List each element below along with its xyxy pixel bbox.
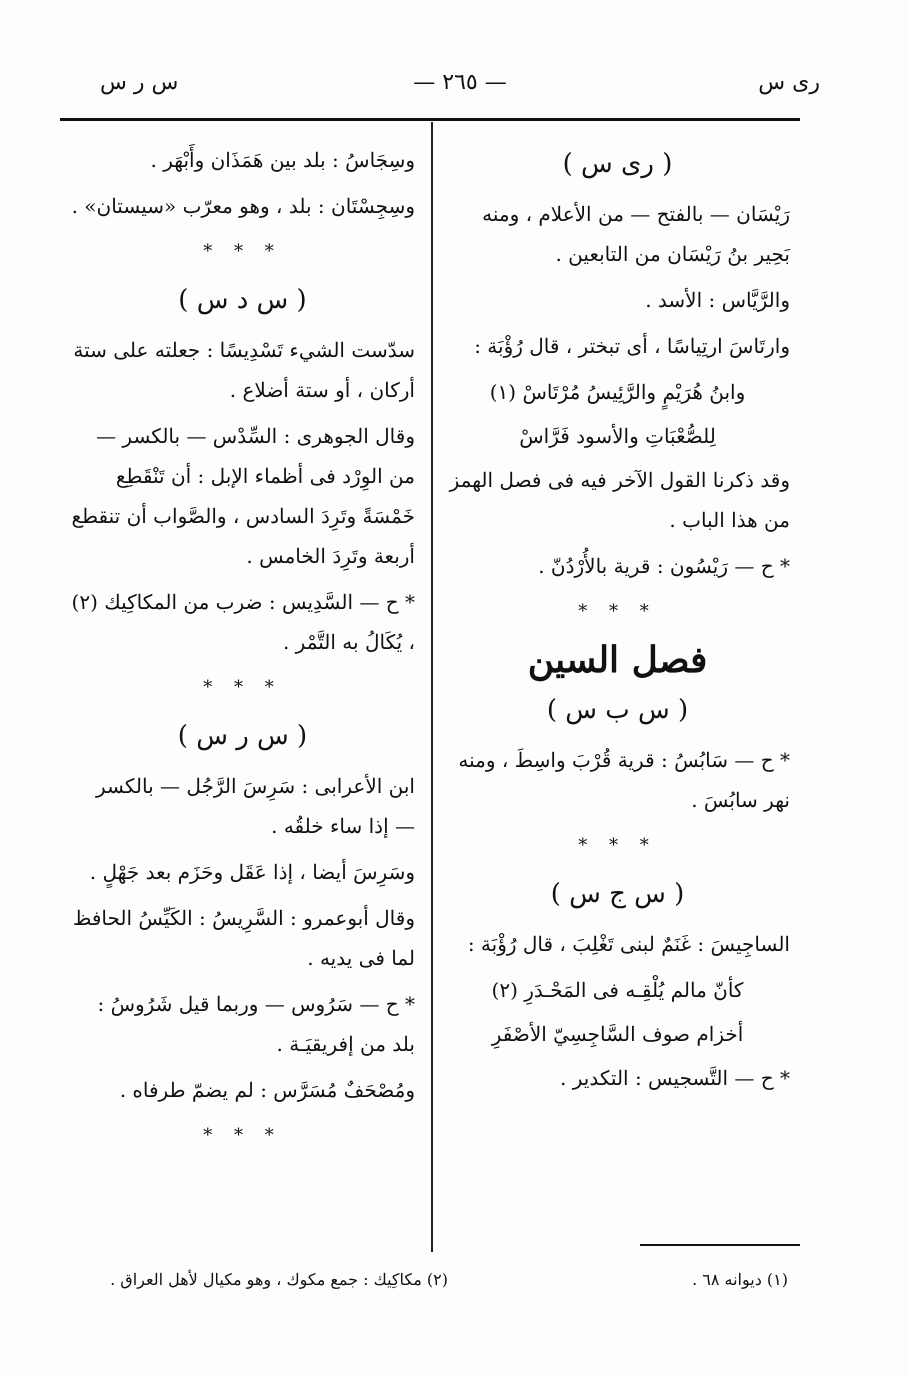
header-root-left: س ر س: [100, 70, 179, 95]
paragraph: وقال الجوهرى : السِّدْس — بالكسر — من الوِرْد فى أظماء الإبل : أن تَنْقَطِع خَمْسَةً وتَرِدَ السادس ، والصَّواب أن تنقطع أربعة وتَرِدَ الخامس .: [71, 424, 415, 568]
paragraph: وسَرِسَ أيضا ، إذا عَقَل وحَزَم بعد جَهْلٍ .: [89, 860, 415, 884]
paragraph: والرَّيَّاس : الأسد .: [645, 288, 790, 312]
verse-line: كأنّ مالم يُلْقِـه فى المَحْـدَرِ (٢): [491, 978, 744, 1002]
footnote-rule: [640, 1244, 800, 1246]
paragraph: * ح — سَرُوس — وربما قيل شَرُوسُ : بلد من إفريقيَـة .: [97, 992, 415, 1056]
section-title: فصل السين: [527, 639, 708, 681]
entry-heading: ( رى س ): [562, 149, 673, 179]
verse-line: وابنُ هُرَيْمٍ والرَّئِيسُ مُرْتَاسْ (١): [489, 380, 746, 404]
paragraph: * ح — سَابُسُ : قرية قُرْبَ واسِطَ ، ومنه نهر سابُسَ .: [458, 748, 790, 812]
left-column: [70, 140, 415, 1164]
paragraph: * ح — رَيْسُون : قرية بالأُرْدُنّ .: [538, 554, 790, 578]
entry-heading: ( س ج س ): [550, 879, 685, 909]
header-rule: [60, 118, 800, 121]
separator-stars: * * *: [203, 241, 282, 262]
paragraph: ابن الأعرابى : سَرِسَ الرَّجُل — بالكسر — إذا ساء خلقُه .: [95, 774, 415, 838]
verse-line: أخزام صوف السَّاجِسِيّ الأصْفَرِ: [491, 1022, 744, 1046]
paragraph: رَيْسَان — بالفتح — من الأعلام ، ومنه بَحِير بنُ رَيْسَان من التابعين .: [482, 202, 790, 266]
paragraph: سدّست الشيء تَسْدِيسًا : جعلته على ستة أركان ، أو ستة أضلاع .: [73, 338, 415, 402]
paragraph: وسِجَاسُ : بلد بين هَمَذَان وأَبْهَر .: [150, 148, 415, 172]
right-column: [445, 140, 790, 1104]
separator-stars: * * *: [578, 835, 657, 856]
paragraph: وقال أبوعمرو : السَّرِيسُ : الكَيِّسُ الحافظ لما فى يديه .: [72, 906, 415, 970]
paragraph: ومُصْحَفٌ مُسَرَّس : لم يضمّ طرفاه .: [119, 1078, 415, 1102]
paragraph: * ح — التَّسجيس : التكدير .: [560, 1066, 790, 1090]
separator-stars: * * *: [203, 677, 282, 698]
page-header: [60, 70, 860, 110]
paragraph: وسِجِسْتَان : بلد ، وهو معرّب «سيستان» .: [71, 194, 415, 218]
paragraph: وارتَاسَ ارتِياسًا ، أى تبختر ، قال رُؤْبَة :: [474, 334, 790, 358]
header-root-right: رى س: [758, 70, 820, 95]
paragraph: * ح — السَّدِيس : ضرب من المكاكِيك (٢) ، يُكَالُ به التَّمْر .: [71, 590, 415, 654]
entry-heading: ( س د س ): [178, 285, 307, 315]
footnote-1: (١) ديوانه ٦٨ .: [692, 1270, 788, 1289]
entry-heading: ( س ر س ): [177, 721, 308, 751]
column-divider: [431, 122, 433, 1252]
paragraph: وقد ذكرنا القول الآخر فيه فى فصل الهمز من هذا الباب .: [449, 468, 790, 532]
paragraph: الساجِيسَ : غَنَمٌ لبنى تَغْلِبَ ، قال رُؤْبَة :: [467, 932, 790, 956]
page-number: — ٢٦٥ —: [413, 70, 507, 95]
verse-line: لِلصُّعْبَاتِ والأسود فَرَّاسْ: [519, 424, 716, 448]
footnote-2: (٢) مكاكِيك : جمع مكوك ، وهو مكيال لأهل العراق .: [110, 1270, 448, 1289]
separator-stars: * * *: [578, 601, 657, 622]
separator-stars: * * *: [203, 1125, 282, 1146]
entry-heading: ( س ب س ): [546, 695, 689, 725]
